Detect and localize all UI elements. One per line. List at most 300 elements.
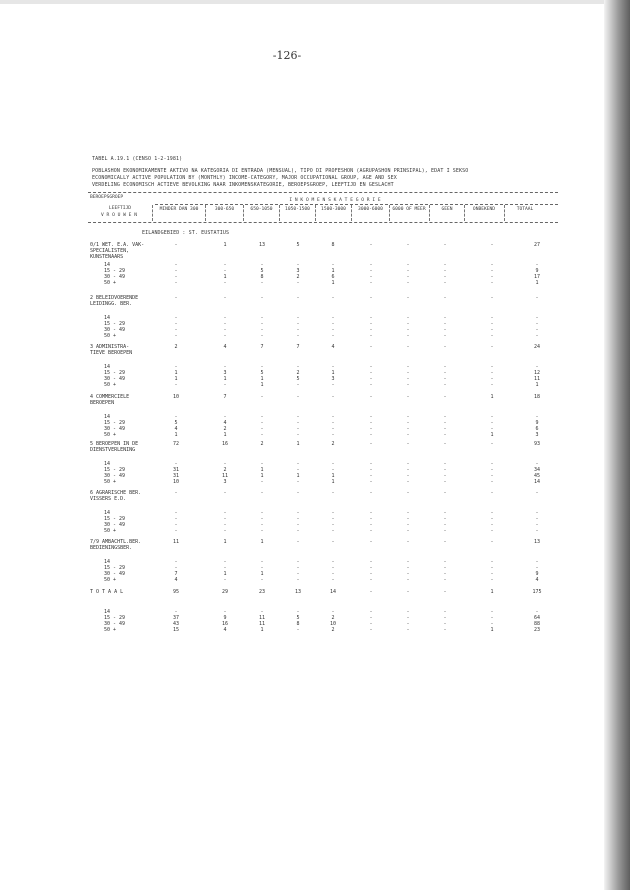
table-cell: - bbox=[369, 242, 373, 248]
column-header-3: 1050-1500 bbox=[285, 207, 310, 212]
table-cell: 18 bbox=[533, 394, 541, 400]
title-line-1: POBLASHON EKONOMIKAMENTE AKTIVO NA KATEGORIA DI ENTRADA (MENSUAL), TIPO DI PROFESHON (AGRUPASHON PRINSIPAL), EDAT I SEKSO bbox=[92, 168, 469, 174]
table-cell: - bbox=[174, 516, 178, 522]
table-cell: - bbox=[369, 461, 373, 467]
table-cell: - bbox=[174, 262, 178, 268]
table-cell: 11 bbox=[533, 376, 541, 382]
table-cell: - bbox=[406, 327, 410, 333]
table-cell: - bbox=[331, 528, 335, 534]
table-cell: - bbox=[406, 420, 410, 426]
table-cell: - bbox=[443, 376, 447, 382]
table-cell: - bbox=[174, 609, 178, 615]
table-cell: - bbox=[406, 262, 410, 268]
table-cell: - bbox=[406, 242, 410, 248]
table-cell: 45 bbox=[533, 473, 541, 479]
table-cell: - bbox=[296, 262, 300, 268]
table-cell: - bbox=[490, 414, 494, 420]
title-line-2: ECONOMICALLY ACTIVE POPULATION BY (MONTHLY) INCOME-CATEGORY, MAJOR OCCUPATIONAL GROUP, AGE AND SEX bbox=[92, 175, 397, 181]
table-cell: - bbox=[296, 321, 300, 327]
header-leeftijd: LEEFTIJD bbox=[108, 206, 132, 211]
table-cell: - bbox=[260, 516, 264, 522]
header-vrouwen: V R O U W E N bbox=[101, 213, 137, 218]
table-cell: - bbox=[223, 609, 227, 615]
table-cell: - bbox=[369, 467, 373, 473]
table-cell: - bbox=[369, 516, 373, 522]
table-cell: - bbox=[331, 315, 335, 321]
table-cell: - bbox=[406, 539, 410, 545]
table-cell: - bbox=[490, 274, 494, 280]
table-cell: - bbox=[296, 609, 300, 615]
table-cell: - bbox=[331, 490, 335, 496]
table-cell: - bbox=[490, 370, 494, 376]
table-cell: 4 bbox=[174, 426, 178, 432]
age-label: 15 - 29 bbox=[104, 370, 126, 376]
column-header-4: 1500-3000 bbox=[321, 207, 346, 212]
page-number: -126- bbox=[272, 49, 302, 62]
table-cell: - bbox=[174, 522, 178, 528]
table-cell: - bbox=[296, 280, 300, 286]
table-cell: - bbox=[443, 467, 447, 473]
table-cell: 16 bbox=[221, 441, 229, 447]
table-cell: 1 bbox=[490, 432, 494, 438]
table-cell: - bbox=[443, 364, 447, 370]
table-cell: - bbox=[490, 268, 494, 274]
table-cell: 7 bbox=[296, 344, 300, 350]
table-cell: - bbox=[406, 280, 410, 286]
table-cell: - bbox=[369, 414, 373, 420]
table-cell: - bbox=[260, 522, 264, 528]
table-cell: - bbox=[296, 510, 300, 516]
table-cell: - bbox=[331, 382, 335, 388]
table-cell: - bbox=[223, 382, 227, 388]
scan-top-edge bbox=[0, 0, 630, 4]
table-cell: - bbox=[490, 242, 494, 248]
table-cell: - bbox=[331, 333, 335, 339]
table-cell: - bbox=[260, 479, 264, 485]
table-cell: - bbox=[369, 510, 373, 516]
table-cell: - bbox=[443, 242, 447, 248]
table-cell: - bbox=[406, 370, 410, 376]
table-cell: 12 bbox=[533, 370, 541, 376]
table-cell: - bbox=[490, 382, 494, 388]
table-cell: - bbox=[443, 268, 447, 274]
table-cell: - bbox=[331, 321, 335, 327]
table-cell: 1 bbox=[535, 280, 539, 286]
table-cell: - bbox=[406, 565, 410, 571]
table-cell: - bbox=[443, 370, 447, 376]
table-cell: - bbox=[223, 414, 227, 420]
table-cell: 2 bbox=[223, 467, 227, 473]
table-cell: - bbox=[331, 467, 335, 473]
table-cell: - bbox=[260, 394, 264, 400]
table-cell: 1 bbox=[260, 376, 264, 382]
table-cell: - bbox=[369, 321, 373, 327]
table-cell: 27 bbox=[533, 242, 541, 248]
table-cell: - bbox=[443, 522, 447, 528]
table-cell: 1 bbox=[174, 370, 178, 376]
table-cell: - bbox=[369, 274, 373, 280]
table-cell: - bbox=[369, 280, 373, 286]
table-cell: - bbox=[535, 333, 539, 339]
table-cell: - bbox=[406, 376, 410, 382]
table-cell: - bbox=[369, 441, 373, 447]
table-cell: - bbox=[296, 522, 300, 528]
table-cell: 11 bbox=[172, 539, 180, 545]
header-rule-mid bbox=[155, 204, 558, 205]
table-cell: - bbox=[369, 327, 373, 333]
table-cell: - bbox=[490, 364, 494, 370]
table-cell: - bbox=[331, 461, 335, 467]
table-cell: 5 bbox=[296, 376, 300, 382]
table-cell: - bbox=[443, 621, 447, 627]
table-cell: 11 bbox=[258, 615, 266, 621]
table-cell: - bbox=[490, 577, 494, 583]
table-cell: - bbox=[406, 274, 410, 280]
table-cell: - bbox=[369, 479, 373, 485]
table-cell: - bbox=[369, 565, 373, 571]
table-cell: - bbox=[369, 420, 373, 426]
table-cell: - bbox=[490, 490, 494, 496]
table-cell: 1 bbox=[331, 280, 335, 286]
table-cell: - bbox=[443, 615, 447, 621]
table-cell: - bbox=[296, 571, 300, 577]
table-cell: 3 bbox=[535, 432, 539, 438]
table-cell: - bbox=[260, 262, 264, 268]
table-cell: - bbox=[406, 473, 410, 479]
table-cell: 2 bbox=[331, 441, 335, 447]
table-cell: - bbox=[369, 262, 373, 268]
table-cell: - bbox=[369, 432, 373, 438]
table-cell: 9 bbox=[535, 420, 539, 426]
table-cell: - bbox=[443, 627, 447, 633]
table-cell: 2 bbox=[331, 627, 335, 633]
table-cell: - bbox=[369, 528, 373, 534]
table-cell: - bbox=[260, 577, 264, 583]
table-cell: 13 bbox=[533, 539, 541, 545]
table-cell: 11 bbox=[221, 473, 229, 479]
table-cell: - bbox=[406, 432, 410, 438]
table-cell: - bbox=[296, 490, 300, 496]
table-cell: - bbox=[443, 426, 447, 432]
table-cell: - bbox=[296, 394, 300, 400]
table-cell: - bbox=[406, 615, 410, 621]
table-cell: - bbox=[223, 295, 227, 301]
group-label: VISSERS E.D. bbox=[90, 496, 127, 502]
table-cell: 3 bbox=[296, 268, 300, 274]
table-cell: 34 bbox=[533, 467, 541, 473]
table-cell: - bbox=[260, 414, 264, 420]
table-cell: - bbox=[331, 420, 335, 426]
table-cell: - bbox=[223, 321, 227, 327]
group-label: 2 BELEIDVOERENDE bbox=[90, 295, 139, 301]
table-cell: 95 bbox=[172, 589, 180, 595]
table-cell: - bbox=[443, 510, 447, 516]
table-cell: - bbox=[369, 315, 373, 321]
table-cell: 5 bbox=[260, 370, 264, 376]
table-cell: - bbox=[490, 467, 494, 473]
column-divider bbox=[351, 205, 352, 221]
table-cell: - bbox=[331, 432, 335, 438]
age-label: 50 + bbox=[104, 432, 117, 438]
table-cell: - bbox=[369, 394, 373, 400]
table-cell: - bbox=[406, 394, 410, 400]
table-cell: - bbox=[223, 510, 227, 516]
table-cell: - bbox=[406, 461, 410, 467]
table-cell: - bbox=[331, 262, 335, 268]
table-cell: 14 bbox=[329, 589, 337, 595]
age-label: 50 + bbox=[104, 333, 117, 339]
table-cell: - bbox=[369, 268, 373, 274]
table-cell: 2 bbox=[331, 615, 335, 621]
age-label: 14 bbox=[104, 414, 111, 420]
table-cell: - bbox=[443, 528, 447, 534]
table-cell: - bbox=[490, 516, 494, 522]
table-cell: - bbox=[535, 461, 539, 467]
table-cell: - bbox=[369, 473, 373, 479]
table-cell: - bbox=[174, 274, 178, 280]
table-cell: - bbox=[490, 420, 494, 426]
table-cell: - bbox=[331, 565, 335, 571]
table-cell: - bbox=[331, 577, 335, 583]
table-cell: - bbox=[406, 571, 410, 577]
table-cell: - bbox=[369, 571, 373, 577]
table-cell: - bbox=[535, 490, 539, 496]
table-cell: 31 bbox=[172, 473, 180, 479]
column-divider bbox=[205, 205, 206, 221]
table-cell: - bbox=[369, 426, 373, 432]
table-cell: - bbox=[296, 364, 300, 370]
table-cell: - bbox=[369, 490, 373, 496]
table-cell: - bbox=[369, 344, 373, 350]
table-cell: 29 bbox=[221, 589, 229, 595]
column-divider bbox=[315, 205, 316, 221]
group-label: SPECIALISTEN, bbox=[90, 248, 130, 254]
table-cell: - bbox=[443, 394, 447, 400]
table-cell: - bbox=[406, 414, 410, 420]
table-cell: 72 bbox=[172, 441, 180, 447]
table-cell: 2 bbox=[296, 274, 300, 280]
table-cell: - bbox=[443, 461, 447, 467]
table-cell: - bbox=[369, 522, 373, 528]
table-cell: 4 bbox=[223, 344, 227, 350]
table-cell: 2 bbox=[296, 370, 300, 376]
table-cell: 11 bbox=[258, 621, 266, 627]
age-label: 30 - 49 bbox=[104, 426, 126, 432]
table-cell: 15 bbox=[172, 627, 180, 633]
group-label: LEIDINGG. BER. bbox=[90, 301, 133, 307]
table-cell: - bbox=[406, 441, 410, 447]
age-label: 30 - 49 bbox=[104, 621, 126, 627]
table-cell: - bbox=[174, 565, 178, 571]
table-cell: - bbox=[174, 528, 178, 534]
title-line-3: VERDELING ECONOMISCH ACTIEVE BEVOLKING NAAR INKOMENSKATEGORIE, BEROEPSGROEP, LEEFTIJD EN GESLACHT bbox=[92, 182, 394, 188]
table-cell: - bbox=[490, 539, 494, 545]
table-cell: 175 bbox=[532, 589, 542, 595]
table-cell: - bbox=[369, 333, 373, 339]
table-cell: - bbox=[260, 490, 264, 496]
table-cell: - bbox=[535, 327, 539, 333]
table-cell: 4 bbox=[535, 577, 539, 583]
table-cell: - bbox=[296, 432, 300, 438]
column-header-9: TOTAAL bbox=[516, 207, 534, 212]
table-cell: - bbox=[443, 274, 447, 280]
table-cell: - bbox=[174, 327, 178, 333]
table-cell: 31 bbox=[172, 467, 180, 473]
table-cell: - bbox=[331, 516, 335, 522]
table-cell: - bbox=[406, 621, 410, 627]
table-cell: 88 bbox=[533, 621, 541, 627]
table-cell: - bbox=[223, 565, 227, 571]
table-cell: - bbox=[406, 364, 410, 370]
table-cell: - bbox=[406, 627, 410, 633]
table-cell: - bbox=[443, 414, 447, 420]
table-cell: - bbox=[443, 565, 447, 571]
column-header-5: 3000-6000 bbox=[358, 207, 383, 212]
table-cell: - bbox=[223, 461, 227, 467]
table-cell: - bbox=[443, 609, 447, 615]
table-cell: 1 bbox=[490, 627, 494, 633]
table-cell: - bbox=[223, 333, 227, 339]
table-cell: 1 bbox=[490, 589, 494, 595]
table-cell: - bbox=[369, 621, 373, 627]
age-label: 15 - 29 bbox=[104, 565, 126, 571]
table-cell: - bbox=[223, 268, 227, 274]
table-cell: - bbox=[296, 528, 300, 534]
table-cell: 8 bbox=[260, 274, 264, 280]
table-cell: - bbox=[406, 268, 410, 274]
table-cell: - bbox=[443, 432, 447, 438]
table-cell: - bbox=[406, 467, 410, 473]
age-label: 15 - 29 bbox=[104, 467, 126, 473]
age-label: 15 - 29 bbox=[104, 516, 126, 522]
table-cell: - bbox=[406, 344, 410, 350]
table-cell: 23 bbox=[533, 627, 541, 633]
table-cell: - bbox=[406, 510, 410, 516]
table-cell: - bbox=[260, 565, 264, 571]
table-cell: - bbox=[260, 364, 264, 370]
table-cell: 3 bbox=[331, 376, 335, 382]
table-cell: 7 bbox=[223, 394, 227, 400]
table-cell: 1 bbox=[535, 382, 539, 388]
table-cell: 16 bbox=[221, 621, 229, 627]
table-cell: - bbox=[223, 364, 227, 370]
table-cell: 24 bbox=[533, 344, 541, 350]
table-cell: - bbox=[490, 376, 494, 382]
table-cell: - bbox=[406, 609, 410, 615]
table-cell: 4 bbox=[223, 420, 227, 426]
table-cell: - bbox=[260, 559, 264, 565]
table-cell: 93 bbox=[533, 441, 541, 447]
table-cell: - bbox=[490, 441, 494, 447]
table-cell: 1 bbox=[223, 432, 227, 438]
table-cell: - bbox=[174, 315, 178, 321]
table-cell: - bbox=[535, 364, 539, 370]
table-cell: - bbox=[490, 333, 494, 339]
table-cell: - bbox=[406, 589, 410, 595]
table-cell: 5 bbox=[296, 615, 300, 621]
table-cell: 1 bbox=[260, 571, 264, 577]
table-cell: 1 bbox=[223, 242, 227, 248]
table-cell: - bbox=[174, 280, 178, 286]
group-label: 4 COMMERCIELE bbox=[90, 394, 130, 400]
table-cell: - bbox=[535, 528, 539, 534]
table-cell: - bbox=[174, 295, 178, 301]
age-label: 14 bbox=[104, 461, 111, 467]
table-cell: - bbox=[174, 321, 178, 327]
table-cell: - bbox=[490, 528, 494, 534]
table-cell: 1 bbox=[331, 473, 335, 479]
group-label: DIENSTVERLENING bbox=[90, 447, 136, 453]
table-cell: 1 bbox=[260, 627, 264, 633]
table-cell: - bbox=[406, 321, 410, 327]
table-cell: - bbox=[369, 382, 373, 388]
age-label: 50 + bbox=[104, 627, 117, 633]
table-cell: - bbox=[296, 467, 300, 473]
table-cell: - bbox=[443, 327, 447, 333]
table-cell: - bbox=[223, 315, 227, 321]
table-cell: 5 bbox=[260, 268, 264, 274]
table-cell: 9 bbox=[223, 615, 227, 621]
table-cell: 10 bbox=[329, 621, 337, 627]
table-cell: - bbox=[406, 522, 410, 528]
table-cell: - bbox=[174, 490, 178, 496]
table-cell: - bbox=[296, 426, 300, 432]
table-cell: - bbox=[490, 262, 494, 268]
table-cell: 1 bbox=[296, 473, 300, 479]
table-cell: - bbox=[535, 522, 539, 528]
table-cell: - bbox=[406, 295, 410, 301]
table-cell: - bbox=[331, 414, 335, 420]
table-cell: 43 bbox=[172, 621, 180, 627]
table-cell: - bbox=[331, 295, 335, 301]
table-cell: - bbox=[406, 479, 410, 485]
table-cell: - bbox=[296, 295, 300, 301]
age-label: 30 - 49 bbox=[104, 522, 126, 528]
table-cell: - bbox=[443, 589, 447, 595]
group-label: 3 ADMINISTRA- bbox=[90, 344, 130, 350]
table-cell: 1 bbox=[260, 473, 264, 479]
table-cell: 2 bbox=[260, 441, 264, 447]
table-cell: - bbox=[331, 559, 335, 565]
table-cell: - bbox=[296, 565, 300, 571]
header-rule-bottom bbox=[88, 222, 558, 223]
table-cell: 8 bbox=[296, 621, 300, 627]
table-cell: - bbox=[331, 522, 335, 528]
table-cell: - bbox=[490, 559, 494, 565]
table-cell: - bbox=[490, 479, 494, 485]
table-cell: - bbox=[331, 364, 335, 370]
table-cell: - bbox=[331, 327, 335, 333]
table-cell: - bbox=[406, 426, 410, 432]
table-cell: - bbox=[535, 559, 539, 565]
table-cell: - bbox=[260, 420, 264, 426]
table-cell: - bbox=[223, 522, 227, 528]
table-cell: - bbox=[490, 510, 494, 516]
table-cell: - bbox=[369, 577, 373, 583]
age-label: 30 - 49 bbox=[104, 327, 126, 333]
table-cell: - bbox=[260, 295, 264, 301]
table-cell: - bbox=[490, 327, 494, 333]
table-cell: - bbox=[490, 321, 494, 327]
table-cell: - bbox=[535, 295, 539, 301]
table-cell: - bbox=[443, 539, 447, 545]
table-cell: - bbox=[296, 461, 300, 467]
table-cell: - bbox=[535, 510, 539, 516]
column-divider bbox=[464, 205, 465, 221]
table-cell: 1 bbox=[490, 394, 494, 400]
table-cell: - bbox=[369, 627, 373, 633]
table-cell: - bbox=[443, 559, 447, 565]
